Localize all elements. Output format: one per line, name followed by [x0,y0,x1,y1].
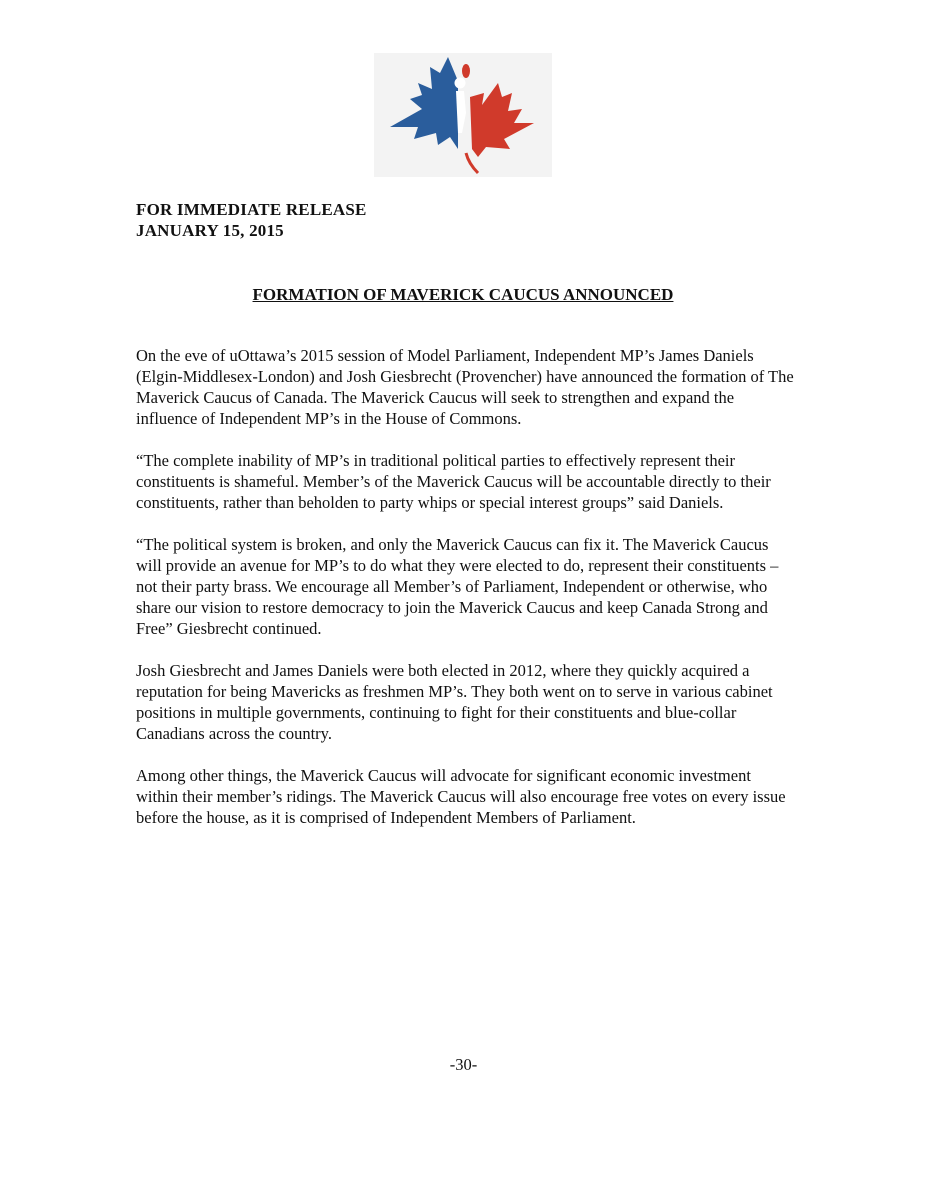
blue-leaf-half-icon [390,57,458,149]
paragraph: “The political system is broken, and only the Maverick Caucus can fix it. The Maverick Caucus will provide an avenue for MP’s to do what they were elected to do, represent their constituents – not their party brass. We encourage all Member’s of Parliament, Independent or otherwise, who share our vision to restore democracy to join the Maverick Caucus and keep Canada Strong and Free” Giesbrecht continued. [136,535,779,638]
release-label: FOR IMMEDIATE RELEASE [136,200,367,219]
leaf-stem-icon [466,153,478,173]
maple-leaf-logo [374,53,552,177]
page-title: FORMATION OF MAVERICK CAUCUS ANNOUNCED [252,285,674,304]
end-mark: -30- [449,1055,478,1074]
press-release-body [136,345,796,849]
release-date: JANUARY 15, 2015 [136,221,284,240]
red-leaf-half-icon [470,83,534,157]
figure-head-icon [455,78,466,89]
paragraph: Josh Giesbrecht and James Daniels were both elected in 2012, where they quickly acquired a reputation for being Mavericks as freshmen MP’s. They both went on to serve in various cabinet positions in multiple governments, continuing to fight for their constituents and blue-collar Canadians across the country. [136,661,773,743]
paragraph: Among other things, the Maverick Caucus will advocate for significant economic investment within their member’s ridings. The Maverick Caucus will also encourage free votes on every issue before the house, as it is comprised of Independent Members of Parliament. [136,766,786,827]
torch-flame-icon [462,64,470,78]
paragraph: “The complete inability of MP’s in traditional political parties to effectively represent their constituents is shameful. Member’s of the Maverick Caucus will be accountable directly to their constituents, rather than beholden to party whips or special interest groups” said Daniels. [136,451,771,512]
paragraph: On the eve of uOttawa’s 2015 session of Model Parliament, Independent MP’s James Daniels (Elgin-Middlesex-London) and Josh Giesbrecht (Provencher) have announced the formation of The Maverick Caucus of Canada. The Maverick Caucus will seek to strengthen and expand the influence of Independent MP’s in the House of Commons. [136,346,794,428]
maple-leaf-torch-icon [374,53,552,177]
